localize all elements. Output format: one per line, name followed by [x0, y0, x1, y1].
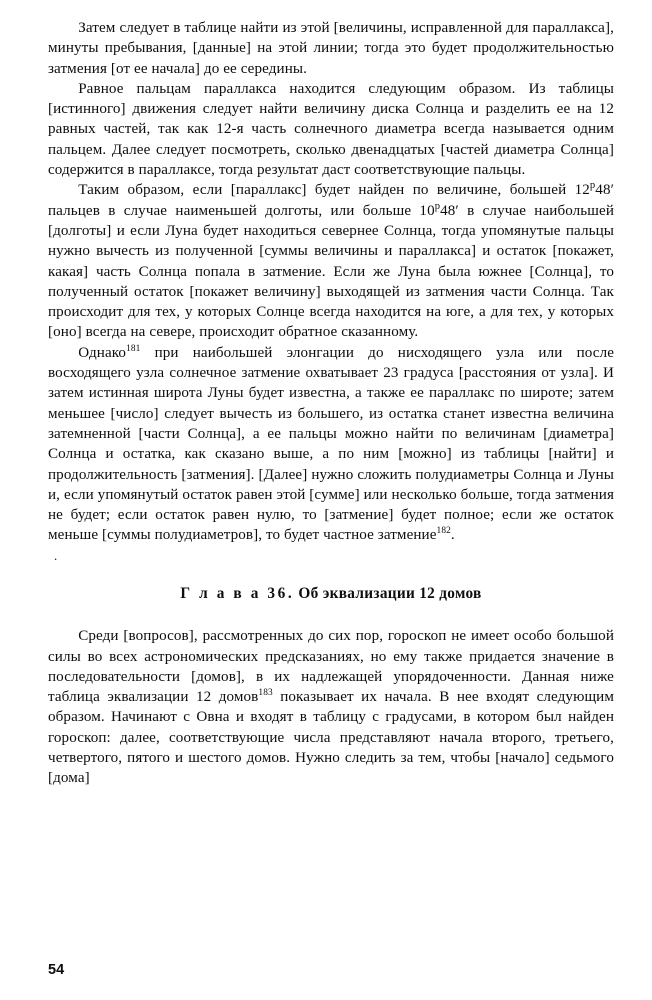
chapter-paragraph-part-a: Среди [вопросов], рассмотренных до сих пор, гороскоп не имеет особо большой силы во всех астрономических предсказаниях, но ему также придается значение в последовательности [домов], в их надлежащей упорядоченности. Данная ниже таблица эквализации 12 домов — [48, 628, 614, 706]
paragraph-2: Равное пальцам параллакса находится следующим образом. Из таблицы [истинного] движения следует найти величину диска Солнца и разделить ее на 12 равных частей, так как 12-я часть солнечного диаметра всегда называется одним пальцем. Далее следует посмотреть, сколько двенадцатых [частей диаметра Солнца] содержится в параллаксе, тогда результат даст соответствующие пальцы. — [48, 80, 614, 179]
paragraph-3-part-c: 48′ в случае наибольшей [долготы] и если Луна будет находиться севернее Солнца, тогда упомянутые пальцы нужно вычесть из полученной [суммы величины и параллакса] и остаток [покажет, какая] часть Солнца попала в затмение. Если же Луна была южнее [Солнца], то полученный остаток [покажет величину] выходящей из затмения части Солнца. Так происходит для тех, у которых Солнце всегда находится на юге, а для тех, у которых [оно] всегда на севере, происходит обратное сказанному. — [48, 202, 614, 341]
chapter-heading — [48, 584, 614, 605]
footnote-ref-182: 182 — [436, 526, 451, 537]
footnote-ref-183: 183 — [258, 688, 273, 699]
paragraph-3-part-b: 48′ пальцев в случае наименьшей долготы, или больше 10 — [48, 182, 614, 219]
paragraph-3-superscript-p2: p — [434, 200, 441, 212]
paragraph-4-part-b: при наибольшей элонгации до нисходящего узла или после восходящего узла солнечное затмение охватывает 23 градуса [расстояния от узла]. И затем истинная широта Луны будет известна, а также ее параллакс по широте; затем меньшее [число] следует вычесть из большего, из остатка станет известна величина затемненной [части Солнца], а ее пальцы можно найти по величинам [диаметра] Солнца и остатка, как сказано выше, а по ним [можно] из таблицы [найти] и продолжительность [затмения]. [Далее] нужно сложить полудиаметры Солнца и Луны и, если упомянутый остаток равен этой [сумме] или несколько больше, тогда затмения не будет; если остаток равен нулю, то [затмение] будет полное; если же остаток меньше [суммы полудиаметров], то будет частное затмение — [48, 344, 614, 544]
heading-spacer — [48, 604, 614, 626]
body-text-column — [48, 18, 614, 789]
chapter-paragraph-1 — [48, 626, 614, 788]
chapter-paragraph-part-b: показывает их начала. В нее входят следующим образом. Начинают с Овна и входят в таблицу с градусами, в котором был найден гороскоп: далее, соответствующие числа представляют начала второго, третьего, четвертого, пятого и шестого домов. Нужно следить за тем, чтобы [начало] седьмого [дома] — [48, 689, 614, 787]
separator-mark: . — [54, 547, 58, 563]
paragraph-4-part-c: . — [450, 527, 455, 544]
chapter-heading-prefix: Г л а в а 36. — [180, 584, 295, 602]
footnote-ref-181: 181 — [126, 343, 141, 354]
chapter-heading-title: Об эквализации 12 домов — [294, 584, 482, 602]
paragraph-4-part-a: Однако — [78, 344, 127, 361]
paragraph-3-superscript-p1: p — [589, 180, 596, 192]
paragraph-1: Затем следует в таблице найти из этой [величины, исправленной для параллакса], минуты пребывания, [данные] на этой линии; тогда это будет продолжительностью затмения [от ее начала] до ее середины. — [48, 20, 614, 77]
page-number: 54 — [48, 962, 65, 978]
paragraph-4 — [48, 343, 614, 546]
paragraph-3 — [48, 180, 614, 342]
paragraph-3-part-a: Таким образом, если [параллакс] будет найден по величине, большей 12 — [78, 182, 590, 199]
